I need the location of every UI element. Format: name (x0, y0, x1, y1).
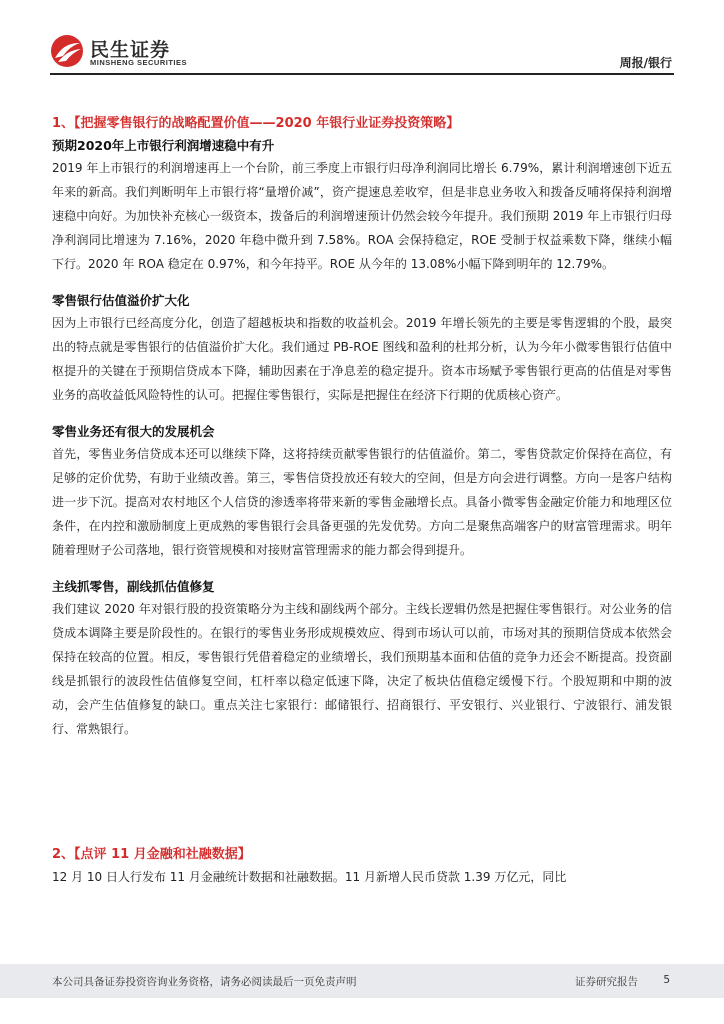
paragraph: 因为上市银行已经高度分化，创造了超越板块和指数的收益机会。2019 年增长领先的主要是零售逻辑的个股，最突出的特点就是零售银行的估值溢价扩大化。我们通过 PB-ROE 图线和盈利的杜邦分析，认为今年小微零售银行估值中枢提升的关键在于预期信贷成本下降，辅助因素在于净息差的稳定提升。资本市场赋予零售银行更高的估值是对零售业务的高收益低风险特性的认可。把握住零售银行，实际是把握住在经济下行期的优质核心资产。 (52, 316, 672, 402)
header-divider (50, 73, 674, 75)
paragraph: 2019 年上市银行的利润增速再上一个台阶，前三季度上市银行归母净利润同比增长 6.79%，累计利润增速创下近五年来的新高。我们判断明年上市银行将“量增价减”，资产提速息差收窄，但是非息业务收入和拨备反哺将保持利润增速稳中向好。为加快补充核心一级资本，拨备后的利润增速预计仍然会较今年提升。我们预期 2019 年上市银行归母净利润同比增速为 7.16%，2020 年稳中微升到 7.58%。ROA 会保持稳定，ROE 受制于权益乘数下降，继续小幅下行。2020 年 ROA 稳定在 0.97%，和今年持平。ROE 从今年的 13.08%小幅下降到明年的 12.79%。 (52, 161, 672, 271)
subsection-heading: 零售业务还有很大的发展机会 (52, 424, 215, 439)
page-footer (0, 964, 724, 998)
paragraph: 我们建议 2020 年对银行股的投资策略分为主线和副线两个部分。主线长逻辑仍然是把握住零售银行。对公业务的信贷成本调降主要是阶段性的。在银行的零售业务形成规模效应、得到市场认可以前，市场对其的预期信贷成本依然会保持在较高的位置。相反，零售银行凭借着稳定的业绩增长，我们预期基本面和估值的竞争力还会不断提高。投资副线是抓银行的波段性估值修复空间，杠杆率以稳定低速下降，决定了板块估值稳定缓慢下行。个股短期和中期的波动，会产生估值修复的缺口。重点关注七家银行：邮储银行、招商银行、平安银行、兴业银行、宁波银行、浦发银行、常熟银行。 (52, 602, 672, 736)
main-content (52, 114, 672, 889)
section-2-title: 2、【点评 11 月金融和社融数据】 (52, 847, 251, 862)
company-logo (50, 34, 220, 74)
subsection-heading: 预期2020年上市银行利润增速稳中有升 (52, 138, 275, 153)
logo-english-name: MINSHENG SECURITIES (90, 58, 188, 67)
page-header (0, 0, 724, 80)
section-1-title: 1、【把握零售银行的战略配置价值——2020 年银行业证券投资策略】 (52, 116, 460, 131)
minsheng-logo-icon (50, 34, 84, 68)
disclaimer-notice: 本公司具备证券投资咨询业务资格，请务必阅读最后一页免责声明 (52, 976, 357, 988)
paragraph: 首先，零售业务信贷成本还可以继续下降，这将持续贡献零售银行的估值溢价。第二，零售贷款定价保持在高位，有足够的定价优势，有助于业绩改善。第三，零售信贷投放还有较大的空间，但是方向会进行调整。方向一是客户结构进一步下沉。提高对农村地区个人信贷的渗透率将带来新的零售金融增长点。具备小微零售金融定价能力和地理区位条件，在内控和激励制度上更成熟的零售银行会具备更强的先发优势。方向二是聚焦高端客户的财富管理需求。明年随着理财子公司落地，银行资管规模和对接财富管理需求的能力都会得到提升。 (52, 447, 672, 557)
document-type-label: 周报/银行 (619, 56, 672, 70)
subsection-heading: 主线抓零售，副线抓估值修复 (52, 579, 215, 594)
logo-chinese-name: 民生证券 (90, 39, 171, 61)
report-type-label: 证券研究报告 (575, 976, 638, 988)
paragraph: 12 月 10 日人行发布 11 月金融统计数据和社融数据。11 月新增人民币贷款 1.39 万亿元，同比 (52, 870, 567, 884)
subsection-heading: 零售银行估值溢价扩大化 (52, 293, 190, 308)
page-number: 5 (663, 974, 670, 986)
